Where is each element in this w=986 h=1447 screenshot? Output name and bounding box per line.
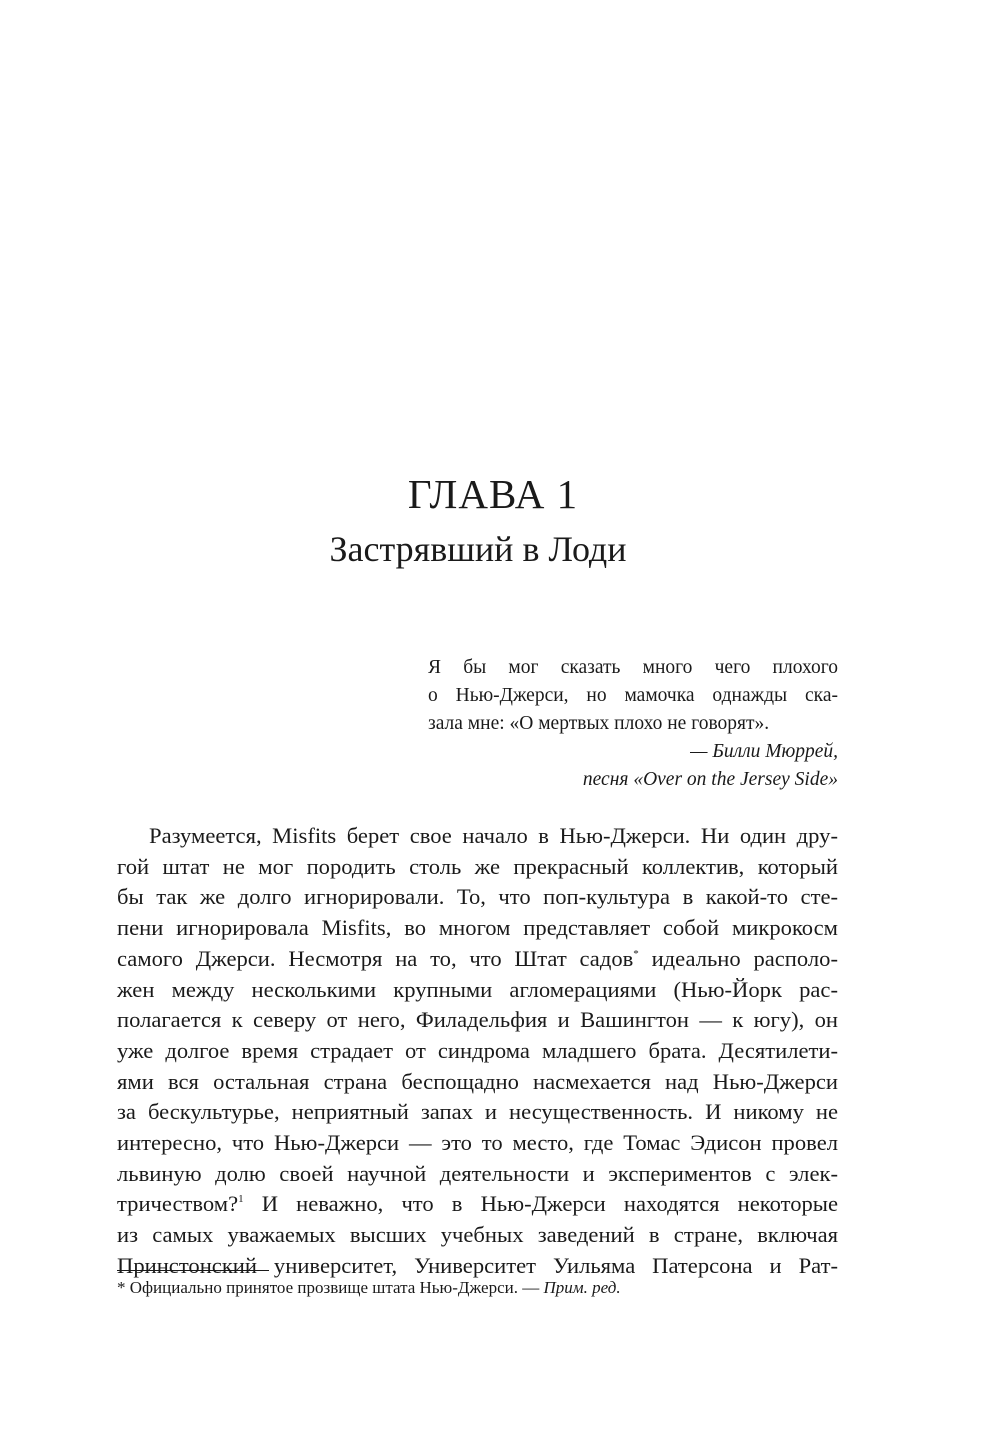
- epigraph-author: — Билли Мюррей,: [690, 741, 838, 762]
- chapter-title: Застрявший в Лоди: [329, 529, 627, 569]
- epigraph-line: о Нью-Джерси, но мамочка однажды ска-: [428, 685, 838, 706]
- body-line: ями вся остальная страна беспощадно насмехается над Нью-Джерси: [117, 1068, 838, 1094]
- body-line: уже долгое время страдает от синдрома младшего брата. Десятилети-: [117, 1037, 838, 1063]
- body-text: [117, 821, 838, 1282]
- epigraph-source: песня «Over on the Jersey Side»: [582, 769, 838, 790]
- body-line: полагается к северу от него, Филадельфия и Вашингтон — к югу), он: [117, 1007, 838, 1033]
- epigraph: [428, 654, 838, 794]
- footnote-editor-note: Прим. ред.: [543, 1278, 621, 1297]
- body-line: Разумеется, Misfits берет свое начало в Нью-Джерси. Ни один дру-: [149, 823, 838, 848]
- footnote-marker: *: [633, 947, 639, 960]
- body-line-text: И неважно, что в Нью-Джерси находятся некоторые: [243, 1191, 838, 1217]
- body-line: жен между несколькими крупными агломерациями (Нью-Йорк рас-: [117, 976, 838, 1002]
- footnote-text: * Официально принятое прозвище штата Нью-Джерси. —: [117, 1278, 544, 1297]
- footnote-divider: [117, 1270, 269, 1271]
- chapter-number: ГЛАВА 1: [407, 471, 579, 517]
- body-line-with-endnote: [117, 1189, 838, 1220]
- endnote-marker: 1: [238, 1193, 244, 1206]
- body-line: пени игнорировала Misfits, во многом представляет собой микрокосм: [117, 915, 838, 941]
- body-line-text: самого Джерси. Несмотря на то, что Штат садов: [117, 945, 634, 971]
- body-line-text: идеально располо-: [638, 945, 838, 971]
- body-line: Принстонский университет, Университет Уильяма Патерсона и Рат-: [117, 1252, 838, 1278]
- epigraph-line: Я бы мог сказать много чего плохого: [428, 657, 838, 678]
- body-line: львиную долю своей научной деятельности и экспериментов с элек-: [117, 1160, 838, 1186]
- body-line-with-footnote: [117, 944, 838, 975]
- body-line: за бескультурье, неприятный запах и несущественность. И никому не: [117, 1099, 838, 1125]
- body-line-text: тричеством?: [117, 1191, 239, 1217]
- body-line: из самых уважаемых высших учебных заведений в стране, включая: [117, 1222, 838, 1248]
- epigraph-line: зала мне: «О мертвых плохо не говорят».: [428, 713, 770, 734]
- body-line: бы так же долго игнорировали. То, что поп-культура в какой-то сте-: [117, 884, 838, 910]
- body-line: интересно, что Нью-Джерси — это то место, где Томас Эдисон провел: [117, 1130, 838, 1156]
- body-line: гой штат не мог породить столь же прекрасный коллектив, который: [117, 853, 838, 879]
- footnote: [117, 1276, 621, 1300]
